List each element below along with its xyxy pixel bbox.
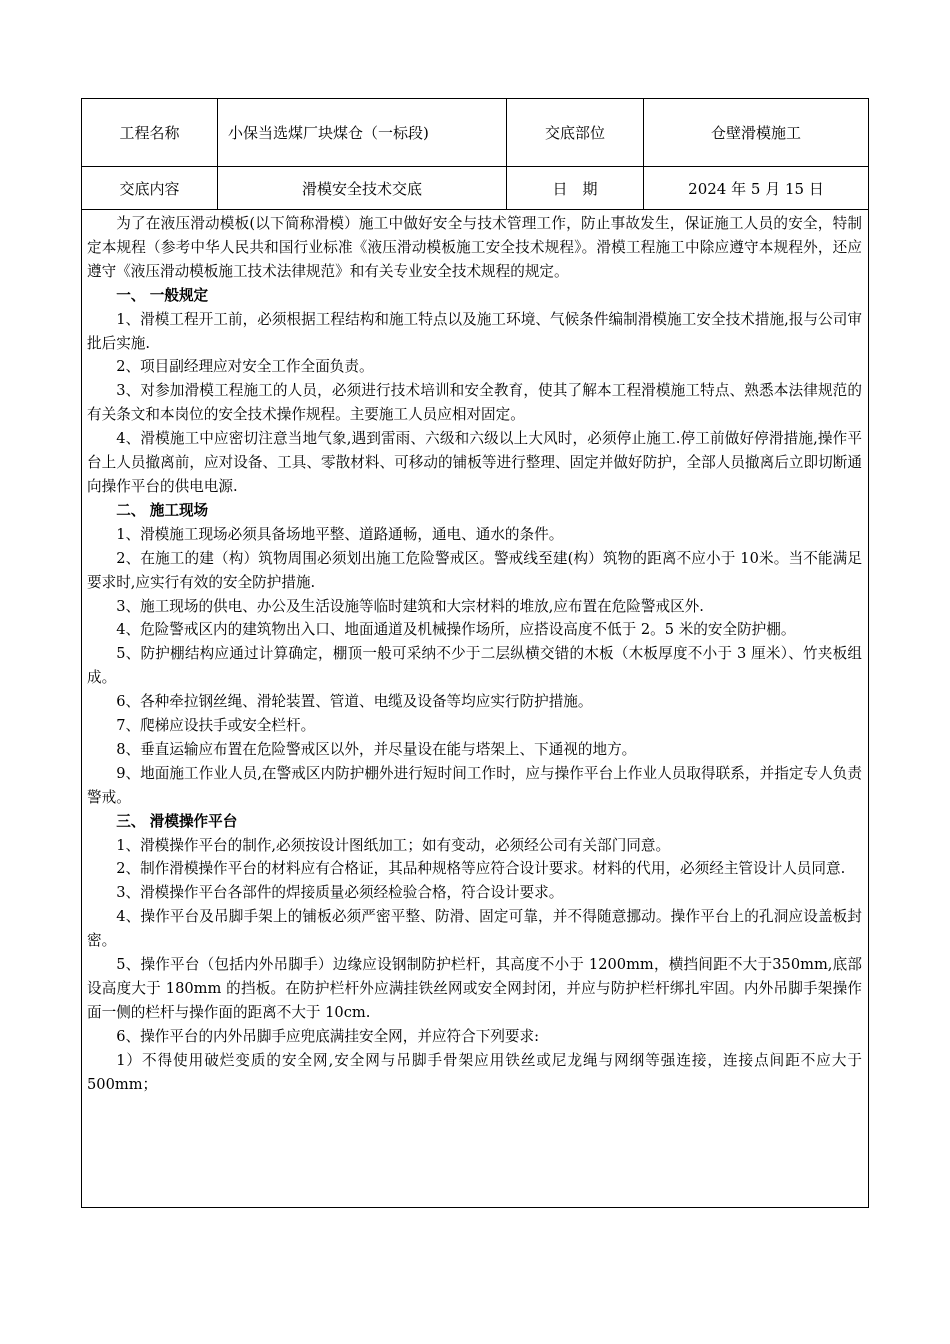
clause-paragraph: 6、操作平台的内外吊脚手应兜底满挂安全网，并应符合下列要求: (116, 1027, 540, 1045)
clause-paragraph: 2、在施工的建（构）筑物周围必须划出施工危险警戒区。警戒线至建(构）筑物的距离不应小于 10米。当不能满足要求时,应实行有效的安全防护措施. (87, 549, 862, 591)
clause-paragraph: 6、各种牵拉钢丝绳、滑轮装置、管道、电缆及设备等均应实行防护措施。 (116, 693, 593, 711)
disclosure-content-value: 滑模安全技术交底 (218, 167, 507, 209)
clause-paragraph: 1、滑模施工现场必须具备场地平整、道路通畅，通电、通水的条件。 (116, 525, 564, 543)
clause-paragraph: 1、滑模工程开工前，必须根据工程结构和施工特点以及施工环境、气候条件编制滑模施工安全技术措施,报与公司审批后实施. (87, 310, 862, 352)
section-title: 一般规定 (149, 286, 209, 304)
intro-paragraph: 为了在液压滑动模板(以下简称滑模）施工中做好安全与技术管理工作，防止事故发生，保证施工人员的安全，特制定本规程（参考中华人民共和国行业标准《液压滑动模板施工安全技术规程》。滑模工程施工中除应遵守本规程外，还应遵守《液压滑动模板施工技术法律规范》和有关专业安全技术规程的规定。 (87, 215, 862, 280)
disclosure-part-value: 仓壁滑模施工 (710, 124, 801, 142)
clause-paragraph: 2、项目副经理应对安全工作全面负责。 (116, 358, 374, 376)
clause-paragraph: 8、垂直运输应布置在危险警戒区以外，并尽量设在能与塔架上、下通视的地方。 (116, 740, 637, 758)
clause-paragraph: 5、防护棚结构应通过计算确定，棚顶一般可采纳不少于二层纵横交错的木板（木板厚度不小于 3 厘米）、竹夹板组成。 (87, 645, 862, 687)
section-heading-site (87, 499, 862, 523)
disclosure-body (82, 210, 868, 1207)
date-label: 日 期 (507, 167, 644, 209)
disclosure-form (81, 98, 869, 1208)
section-title: 滑模操作平台 (149, 812, 238, 830)
section-number: 一、 (116, 286, 146, 304)
section-heading-platform (87, 810, 862, 834)
clause-paragraph: 4、操作平台及吊脚手架上的铺板必须严密平整、防滑、固定可靠，并不得随意挪动。操作平台上的孔洞应设盖板封密。 (87, 908, 862, 950)
section-number: 二、 (116, 501, 146, 519)
clause-paragraph: 1、滑模操作平台的制作,必须按设计图纸加工；如有变动，必须经公司有关部门同意。 (116, 836, 671, 854)
clause-paragraph: 1）不得使用破烂变质的安全网,安全网与吊脚手骨架应用铁丝或尼龙绳与网纲等强连接，连接点间距不应大于 500mm； (87, 1051, 862, 1093)
section-platform-items (87, 834, 862, 1097)
clause-paragraph: 2、制作滑模操作平台的材料应有合格证，其品种规格等应符合设计要求。材料的代用，必须经主管设计人员同意. (116, 860, 846, 878)
clause-paragraph: 3、滑模操作平台各部件的焊接质量必须经检验合格，符合设计要求。 (116, 884, 564, 902)
disclosure-content-label: 交底内容 (82, 167, 218, 209)
clause-paragraph: 7、爬梯应设扶手或安全栏杆。 (116, 717, 316, 735)
clause-paragraph: 3、施工现场的供电、办公及生活设施等临时建筑和大宗材料的堆放,应布置在危险警戒区外. (116, 597, 704, 615)
project-name-value: 小保当选煤厂块煤仓（一标段) (218, 99, 507, 166)
header-row-1 (82, 99, 868, 167)
disclosure-part-label: 交底部位 (507, 99, 644, 166)
header-row-2 (82, 167, 868, 210)
section-site-items (87, 523, 862, 810)
clause-paragraph: 3、对参加滑模工程施工的人员，必须进行技术培训和安全教育，使其了解本工程滑模施工特点、熟悉本法律规范的有关条文和本岗位的安全技术操作规程。主要施工人员应相对固定。 (87, 382, 862, 424)
date-value: 2024 年 5 月 15 日 (688, 179, 824, 198)
clause-paragraph: 4、危险警戒区内的建筑物出入口、地面通道及机械操作场所，应搭设高度不低于 2。5 米的安全防护棚。 (116, 621, 796, 639)
section-title: 施工现场 (149, 501, 209, 519)
project-name-label: 工程名称 (82, 99, 218, 166)
section-general-items (87, 308, 862, 499)
section-heading-general (87, 284, 862, 308)
clause-paragraph: 5、操作平台（包括内外吊脚手）边缘应设钢制防护栏杆，其高度不小于 1200mm，横挡间距不大于350mm,底部设高度大于 180mm 的挡板。在防护栏杆外应满挂铁丝网或安全网封闭，并应与防护栏杆绑扎牢固。内外吊脚手架操作面一侧的栏杆与操作面的距离不大于 10cm. (87, 956, 862, 1021)
clause-paragraph: 9、地面施工作业人员,在警戒区内防护棚外进行短时间工作时，应与操作平台上作业人员取得联系，并指定专人负责警戒。 (87, 764, 862, 806)
section-number: 三、 (116, 812, 146, 830)
clause-paragraph: 4、滑模施工中应密切注意当地气象,遇到雷雨、六级和六级以上大风时，必须停止施工.停工前做好停滑措施,操作平台上人员撤离前，应对设备、工具、零散材料、可移动的铺板等进行整理、固定并做好防护，全部人员撤离后立即切断通向操作平台的供电电源. (87, 430, 862, 495)
